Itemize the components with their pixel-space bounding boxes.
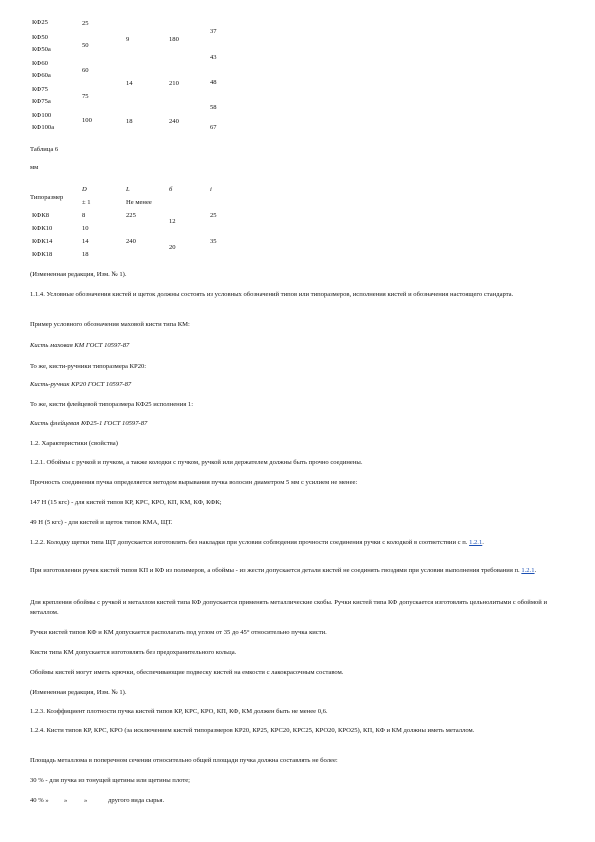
table-cell: 14 xyxy=(82,238,89,245)
paragraph: Ручки кистей типов КФ и КМ допускается располагать под углом от 35 до 45° относительно пучка кисти. xyxy=(30,629,327,636)
paragraph: 1.2.4. Кисти типов КР, КРС, КРО (за исключением кистей типоразмеров КР20, КР25, КРС20, КРС25, КРО20, КРО25), КП, КФ и КМ должны иметь металлом. xyxy=(30,727,475,734)
table-cell: 8 xyxy=(82,212,86,219)
table-header: i xyxy=(210,186,212,193)
table-header: ± 1 xyxy=(82,199,91,206)
table-header: D xyxy=(82,186,87,193)
table-cell: 35 xyxy=(210,238,217,245)
paragraph-text: . xyxy=(534,567,537,574)
table-cell: КФК10 xyxy=(32,225,53,232)
table-cell: 50 xyxy=(82,42,89,49)
paragraph: Площадь металлома в поперечном сечении относительно общей площади пучка должна составлять не более: xyxy=(30,757,338,764)
table-cell: КФК18 xyxy=(32,251,53,258)
paragraph: Для крепления обоймы с ручкой и металлом кистей типа КФ допускается применять металлические скобы. Ручки кистей типа КФ допускается изготовлять цельнолитыми с обоймой и металлом. xyxy=(30,599,547,616)
table-cell: 9 xyxy=(126,36,130,43)
table-cell: 43 xyxy=(210,54,217,61)
table-cell: КФК14 xyxy=(32,238,53,245)
section-heading: 1.2. Характеристики (свойства) xyxy=(30,440,118,447)
table-cell: КФ75а xyxy=(32,98,51,105)
table-cell: 180 xyxy=(169,36,179,43)
table-cell: 48 xyxy=(210,79,217,86)
paragraph: То же, кисти флейцевой типоразмера КФ25 исполнения 1: xyxy=(30,401,194,408)
table-header: Типоразмер xyxy=(30,194,64,201)
paragraph-text: 1.2.2. Колодку щетки типа ЩТ допускается изготовлять без накладки при условии соблюдения прочности соединения ручки с колодкой в соответствии с п. xyxy=(30,539,468,546)
table-cell: КФК8 xyxy=(32,212,50,219)
clause-link[interactable]: 1.2.1 xyxy=(469,539,483,546)
paragraph: То же, кисти-ручники типоразмера КР20: xyxy=(30,363,147,370)
paragraph: Кисти типа КМ допускается изготовлять без предохранительного кольца. xyxy=(30,649,237,656)
table-cell: 25 xyxy=(210,212,217,219)
table-cell: КФ25 xyxy=(32,19,48,26)
paragraph xyxy=(30,566,570,576)
paragraph-text: . xyxy=(482,539,484,546)
paragraph: 1.1.4. Условные обозначения кистей и щеток должны состоять из условных обозначений типов или типоразмеров, исполнения кистей и обозначения настоящего стандарта. xyxy=(30,291,514,298)
amendment-note: (Измененная редакция, Изм. № 1). xyxy=(30,271,127,278)
paragraph-text: » xyxy=(84,797,88,804)
table-cell: КФ75 xyxy=(32,86,48,93)
paragraph: Обоймы кистей могут иметь крючки, обеспечивающие подвеску кистей на емкости с лакокрасочным составом. xyxy=(30,669,344,676)
table-cell: КФ60 xyxy=(32,60,48,67)
paragraph-text: » xyxy=(64,797,68,804)
table-cell: 18 xyxy=(82,251,89,258)
table-cell: 210 xyxy=(169,80,179,87)
table-cell: КФ60а xyxy=(32,72,51,79)
table-cell: 12 xyxy=(169,218,176,225)
table-cell: 75 xyxy=(82,93,89,100)
example-designation: Кисть флейцевая КФ25-1 ГОСТ 10597-87 xyxy=(30,420,148,427)
table-cell: 67 xyxy=(210,124,217,131)
table-cell: КФ50а xyxy=(32,46,51,53)
table-cell: 20 xyxy=(169,244,176,251)
example-designation: Кисть-ручник КР20 ГОСТ 10597-87 xyxy=(30,381,132,388)
paragraph: 30 % - для пучка из тонущей щетины или щетины плоте; xyxy=(30,777,190,784)
table-cell: КФ100а xyxy=(32,124,55,131)
paragraph-text: При изготовлении ручек кистей типов КП и КФ из полимеров, а обоймы - из жести допускается детали кистей не соединять гвоздями при условии выполнения требования п. xyxy=(30,567,520,574)
table-cell: КФ50 xyxy=(32,34,48,41)
table-cell: 100 xyxy=(82,117,92,124)
table-header: Не менее xyxy=(126,199,152,206)
paragraph: 49 Н (5 кгс) - для кистей и щеток типов КМА, ЩТ. xyxy=(30,519,173,526)
paragraph xyxy=(30,538,570,548)
table-cell: 10 xyxy=(82,225,89,232)
table-cell: 225 xyxy=(126,212,136,219)
paragraph: Прочность соединения пучка определяется методом вырывания пучка волосин диаметром 5 мм с усилием не менее: xyxy=(30,479,358,486)
paragraph: 147 Н (15 кгс) - для кистей типов КР, КРС, КРО, КП, КМ, КФ, КФК; xyxy=(30,499,222,506)
table-header: б xyxy=(169,186,173,193)
clause-link[interactable]: 1.2.1 xyxy=(521,567,535,574)
paragraph: Пример условного обозначения маховой кисти типа КМ: xyxy=(30,321,190,328)
table-cell: 240 xyxy=(169,118,179,125)
table-title: Таблица 6 xyxy=(30,146,59,153)
table-cell: 58 xyxy=(210,104,217,111)
table-cell: 37 xyxy=(210,28,217,35)
table-unit: мм xyxy=(30,164,39,171)
table-cell: 60 xyxy=(82,67,89,74)
table-header: L xyxy=(126,186,130,193)
table-cell: 240 xyxy=(126,238,136,245)
table-cell: 18 xyxy=(126,118,133,125)
paragraph-text: 40 % » xyxy=(30,797,49,804)
example-designation: Кисть маховая КМ ГОСТ 10597-87 xyxy=(30,342,130,349)
amendment-note: (Измененная редакция, Изм. № 1). xyxy=(30,689,127,696)
table-cell: КФ100 xyxy=(32,112,52,119)
paragraph-text: другого вида сырья. xyxy=(108,797,165,804)
paragraph: 1.2.3. Коэффициент плотности пучка кистей типов КР, КРС, КРО, КП, КФ, КМ должен быть не менее 0,6. xyxy=(30,708,328,715)
table-cell: 25 xyxy=(82,20,89,27)
table-cell: 14 xyxy=(126,80,133,87)
paragraph: 1.2.1. Обоймы с ручкой и пучком, а также колодки с пучком, ручкой или держателем должны быть прочно соединены. xyxy=(30,459,363,466)
